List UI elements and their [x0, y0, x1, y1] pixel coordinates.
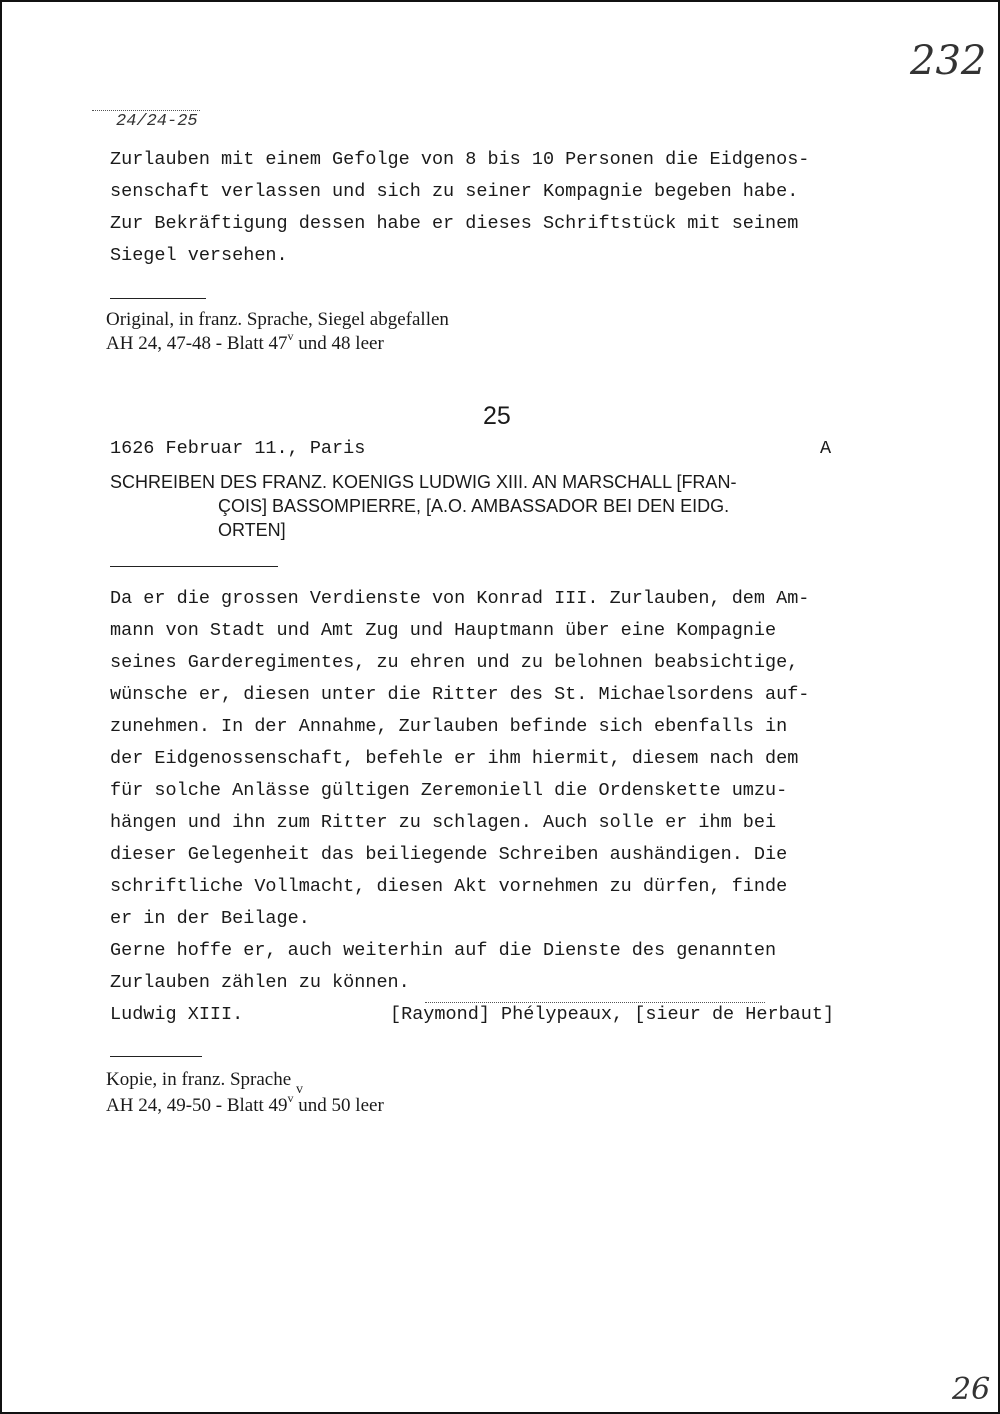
text-line: hängen und ihn zum Ritter zu schlagen. Auch solle er ihm bei — [110, 812, 777, 833]
text-line: schriftliche Vollmacht, diesen Akt vornehmen zu dürfen, finde — [110, 876, 788, 897]
copy-note-line — [106, 1068, 384, 1097]
text-line: mann von Stadt und Amt Zug und Hauptmann über eine Kompagnie — [110, 620, 777, 641]
source-note — [106, 308, 449, 357]
text-line: für solche Anlässe gültigen Zeremoniell die Ordenskette umzu- — [110, 780, 788, 801]
source-note-ref: AH 24, 47-48 - Blatt 47 — [106, 333, 288, 354]
source-note-line: Original, in franz. Sprache, Siegel abgefallen — [106, 309, 449, 330]
footnote-rule — [110, 298, 206, 299]
text-line: Zur Bekräftigung dessen habe er dieses Schriftstück mit seinem — [110, 213, 799, 234]
heading-line: ÇOIS] BASSOMPIERRE, [A.O. AMBASSADOR BEI DEN EIDG. — [218, 496, 730, 516]
document-heading — [110, 470, 736, 542]
superscript: v — [287, 329, 294, 343]
text-line: dieser Gelegenheit das beiliegende Schreiben aushändigen. Die — [110, 844, 788, 865]
text-line: wünsche er, diesen unter die Ritter des St. Michaelsordens auf- — [110, 684, 810, 705]
superscript: v — [295, 1082, 303, 1097]
intro-paragraph — [110, 144, 809, 272]
letter-marker: A — [820, 438, 832, 459]
signature-left: Ludwig XIII. — [110, 1004, 244, 1025]
document-number: 25 — [483, 402, 511, 430]
reference-code: 24/24-25 — [116, 112, 198, 131]
superscript: v — [287, 1091, 294, 1105]
handwritten-footer-number: 26 — [952, 1372, 991, 1407]
text-line: Siegel versehen. — [110, 245, 288, 266]
copy-note-rest: und 50 leer — [293, 1095, 384, 1116]
date-place: 1626 Februar 11., Paris — [110, 438, 366, 459]
text-line: seines Garderegimentes, zu ehren und zu belohnen beabsichtige, — [110, 652, 799, 673]
text-line: Zurlauben zählen zu können. — [110, 972, 410, 993]
text-line: er in der Beilage. — [110, 908, 310, 929]
copy-note-line — [106, 1091, 384, 1119]
heading-rule — [110, 566, 278, 567]
copy-note-text: Kopie, in franz. Sprache — [106, 1069, 292, 1090]
copy-note-ref: AH 24, 49-50 - Blatt 49 — [106, 1095, 288, 1116]
footnote-rule — [110, 1056, 202, 1057]
copy-note — [106, 1068, 384, 1119]
signature-right: [Raymond] Phélypeaux, [sieur de Herbaut] — [390, 1004, 835, 1025]
signature-overline-mark — [425, 1002, 765, 1003]
text-line: Da er die grossen Verdienste von Konrad III. Zurlauben, dem Am- — [110, 588, 810, 609]
source-note-rest: und 48 leer — [293, 333, 384, 354]
text-line: der Eidgenossenschaft, befehle er ihm hiermit, diesem nach dem — [110, 748, 799, 769]
heading-line: SCHREIBEN DES FRANZ. KOENIGS LUDWIG XIII. AN MARSCHALL [FRAN- — [110, 472, 737, 492]
source-note-line — [106, 329, 449, 357]
text-line: Zurlauben mit einem Gefolge von 8 bis 10 Personen die Eidgenos- — [110, 149, 810, 170]
text-line: senschaft verlassen und sich zu seiner Kompagnie begeben habe. — [110, 181, 799, 202]
reference-underline-mark — [92, 110, 200, 111]
text-line: zunehmen. In der Annahme, Zurlauben befinde sich ebenfalls in — [110, 716, 788, 737]
body-paragraph — [110, 583, 809, 999]
text-line: Gerne hoffe er, auch weiterhin auf die Dienste des genannten — [110, 940, 777, 961]
heading-line: ORTEN] — [218, 520, 286, 540]
handwritten-page-number: 232 — [910, 38, 987, 84]
